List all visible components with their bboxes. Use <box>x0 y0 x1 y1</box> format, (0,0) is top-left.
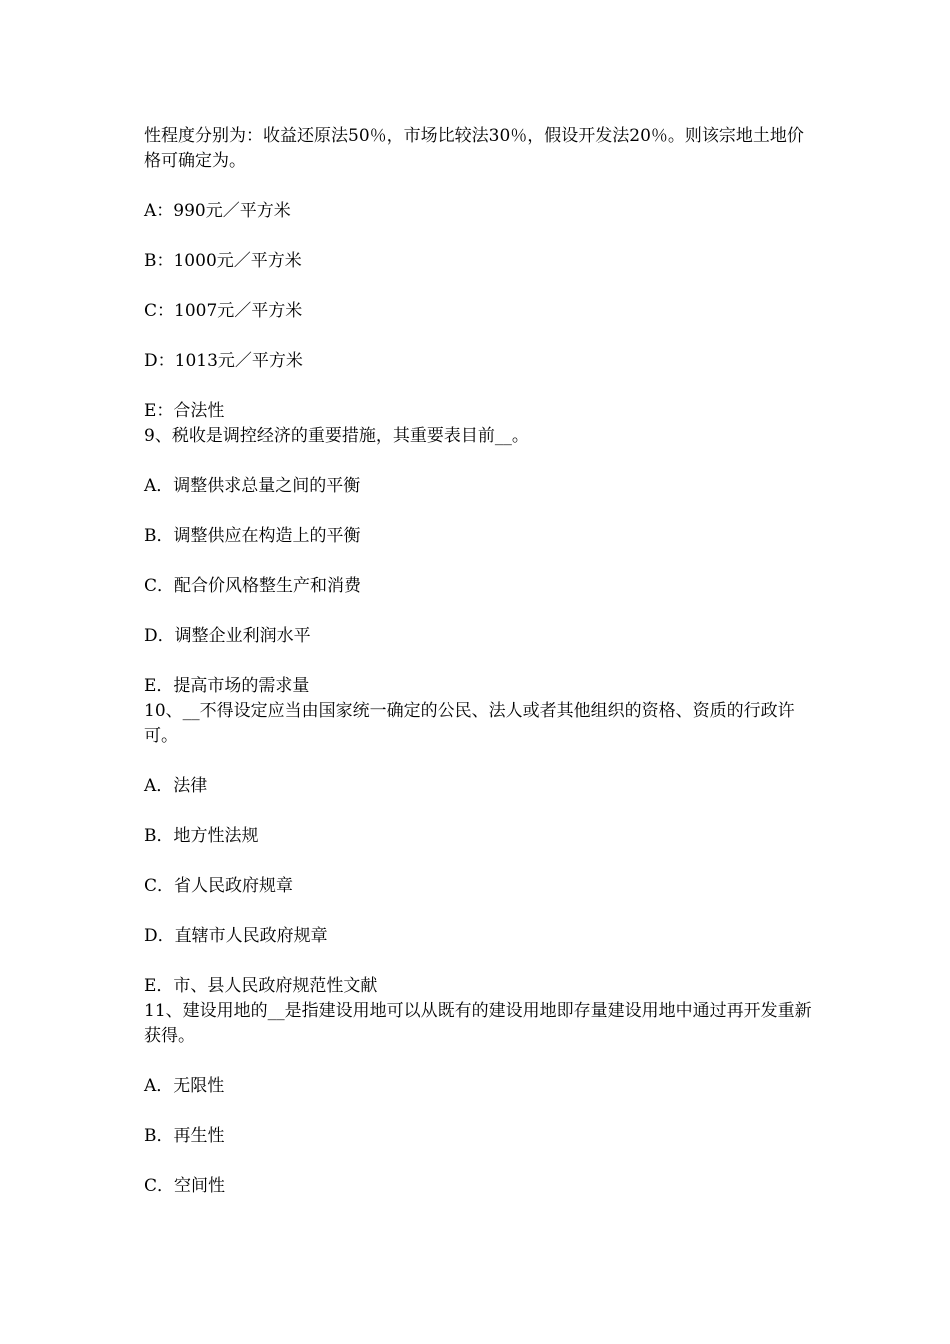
q9-option-a: A．调整供求总量之间的平衡 <box>144 476 361 496</box>
document-body <box>144 124 812 1199</box>
question-8-continuation: 性程度分别为：收益还原法50％，市场比较法30％，假设开发法20％。则该宗地土地价格可确定为。 <box>144 126 804 171</box>
q10-option-e: E．市、县人民政府规范性文献 <box>144 976 378 996</box>
question-10: 10、__不得设定应当由国家统一确定的公民、法人或者其他组织的资格、资质的行政许可。 <box>144 701 795 746</box>
question-11: 11、建设用地的__是指建设用地可以从既有的建设用地即存量建设用地中通过再开发重新获得。 <box>144 1001 812 1046</box>
question-9: 9、税收是调控经济的重要措施，其重要表目前__。 <box>144 426 529 446</box>
q8-option-a: A：990元／平方米 <box>144 201 291 221</box>
q8-option-b: B：1000元／平方米 <box>144 251 302 271</box>
q9-option-d: D．调整企业利润水平 <box>144 626 311 646</box>
q11-option-c: C．空间性 <box>144 1176 226 1196</box>
q8-option-d: D：1013元／平方米 <box>144 351 303 371</box>
q9-option-e: E．提高市场的需求量 <box>144 676 310 696</box>
q10-option-d: D．直辖市人民政府规章 <box>144 926 328 946</box>
q10-option-c: C．省人民政府规章 <box>144 876 294 896</box>
q11-option-b: B．再生性 <box>144 1126 225 1146</box>
q9-option-c: C．配合价风格整生产和消费 <box>144 576 362 596</box>
q10-option-b: B．地方性法规 <box>144 826 259 846</box>
q8-option-c: C：1007元／平方米 <box>144 301 303 321</box>
q8-option-e: E：合法性 <box>144 401 225 421</box>
q10-option-a: A．法律 <box>144 776 208 796</box>
q11-option-a: A．无限性 <box>144 1076 225 1096</box>
q9-option-b: B．调整供应在构造上的平衡 <box>144 526 361 546</box>
